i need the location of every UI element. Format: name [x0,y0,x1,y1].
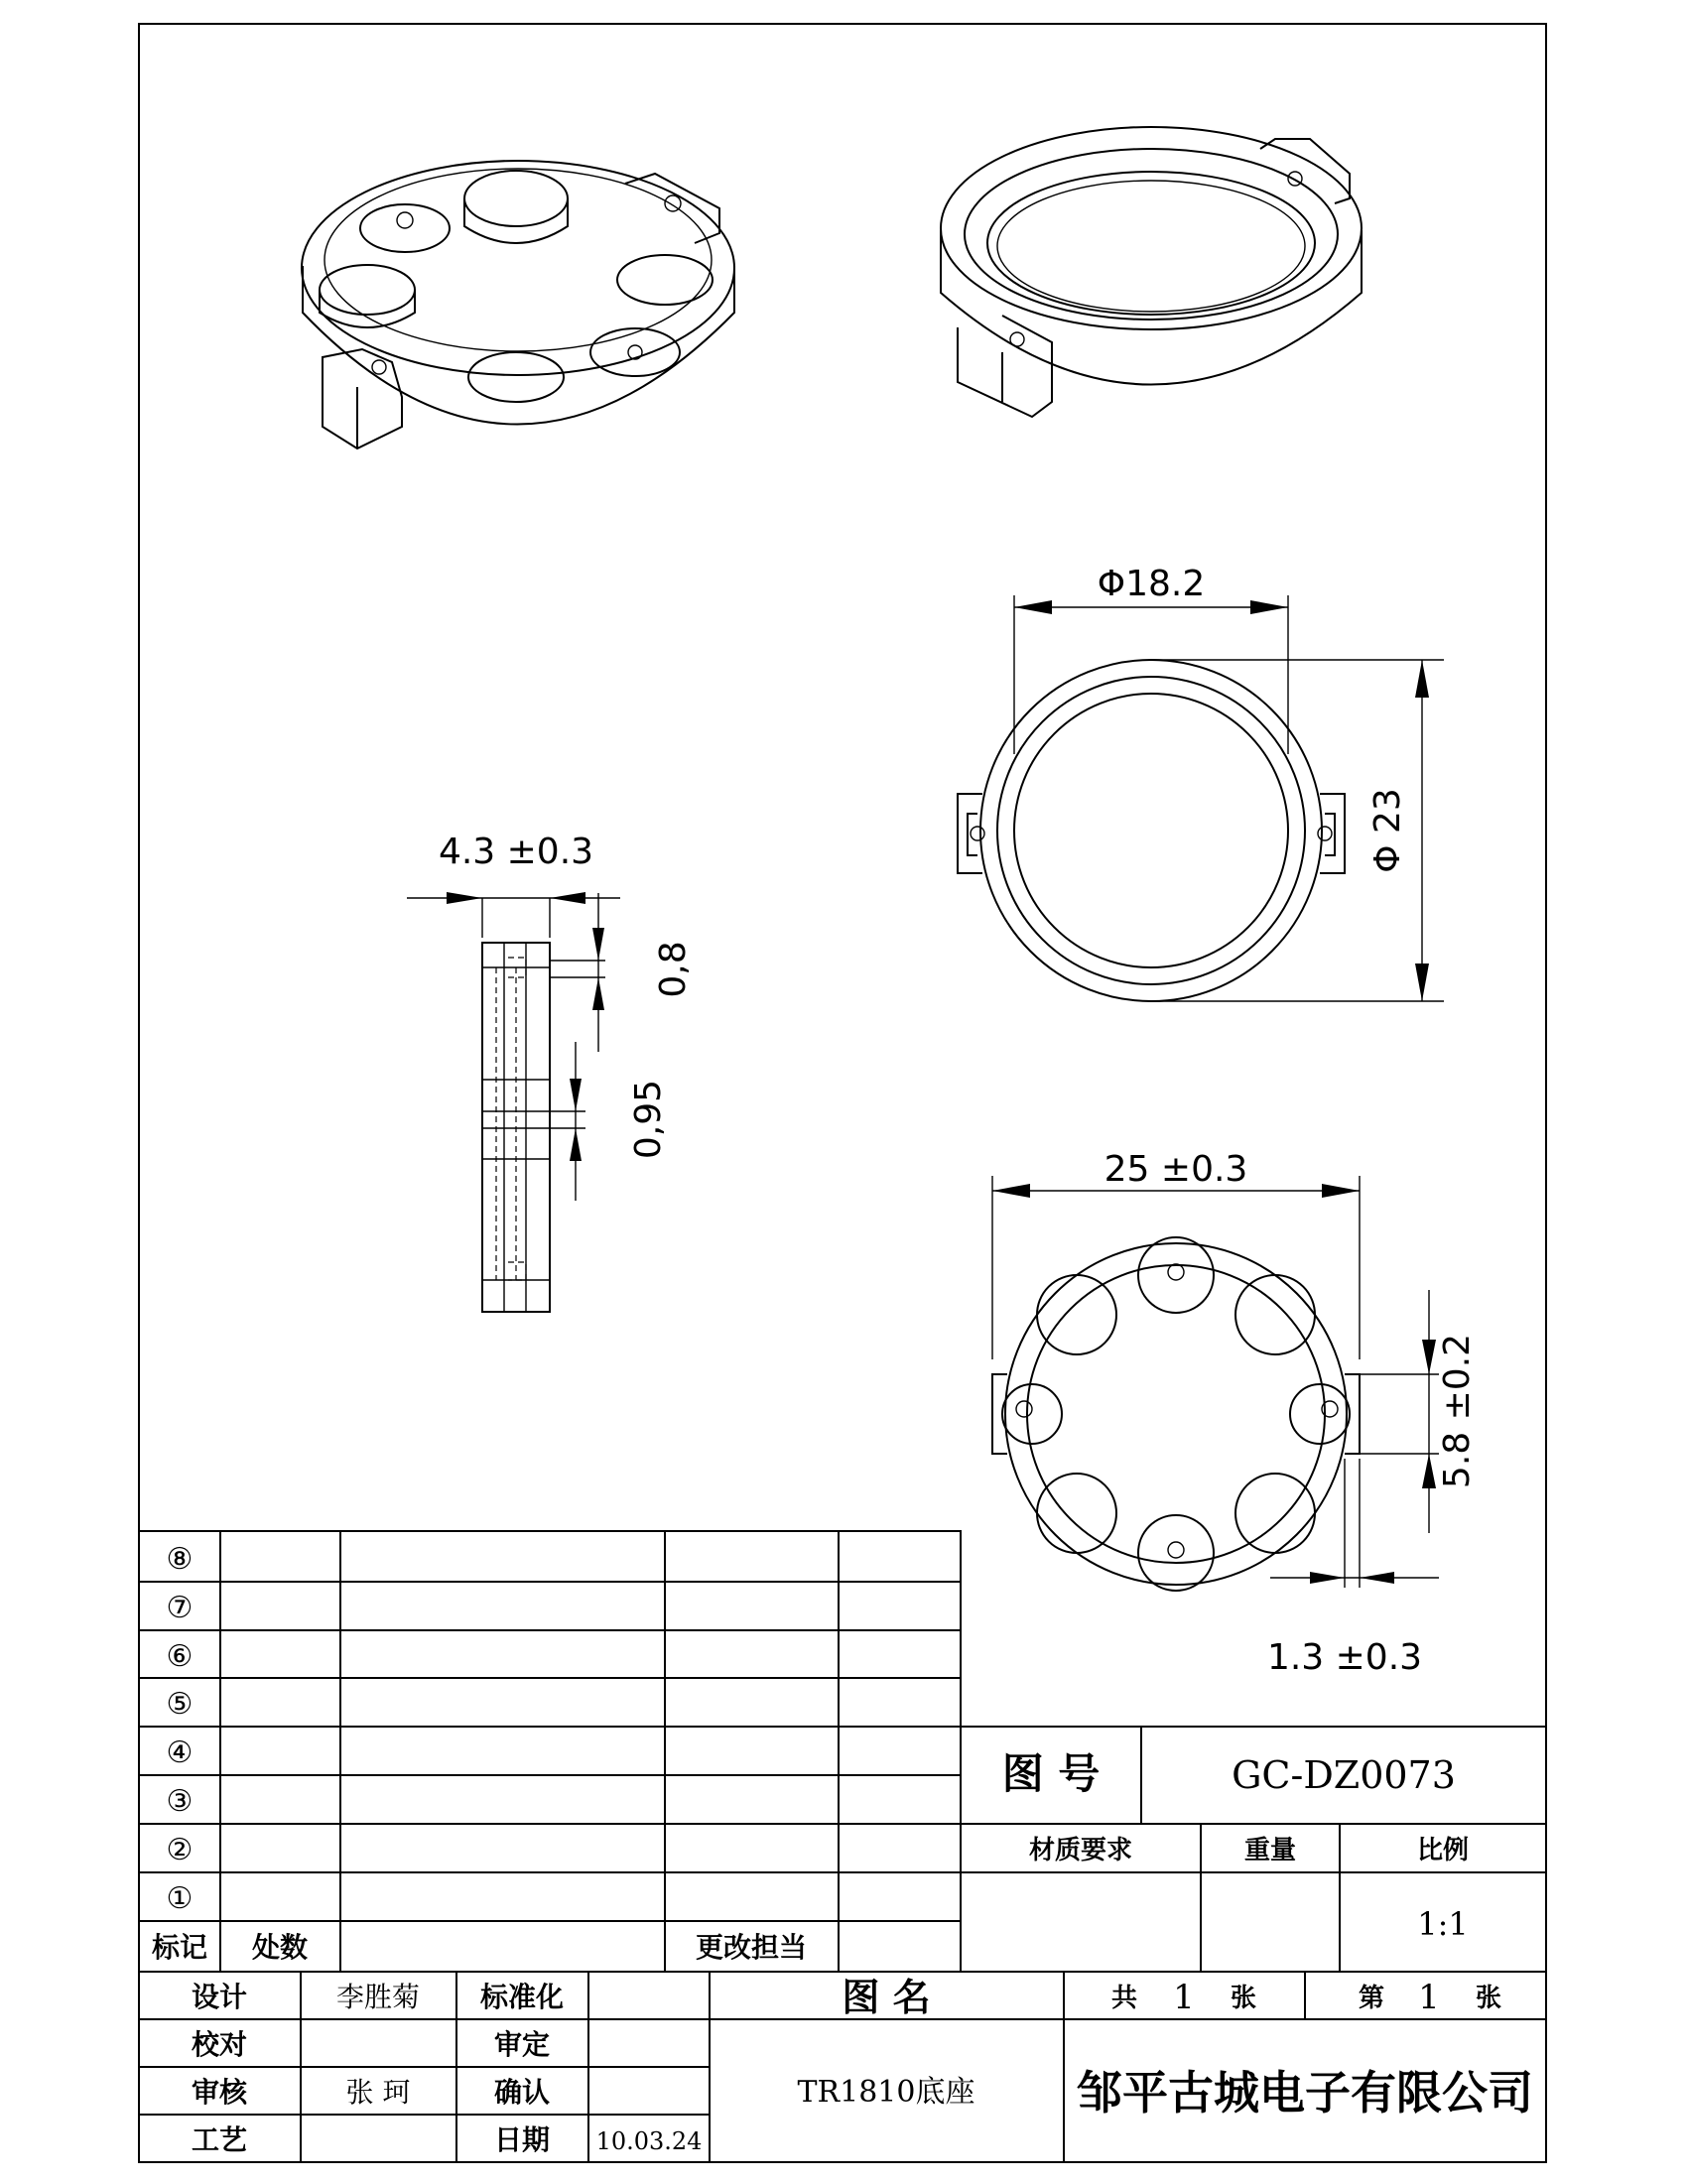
review-label: 审核 [191,2076,248,2109]
dim-inner-diameter: Φ18.2 [1097,564,1206,604]
side-section-view [407,892,620,1312]
iso-view-bottom [302,161,734,449]
material-label: 材质要求 [1028,1836,1133,1865]
dim-tab-width: 5.8 ±0.2 [1437,1333,1478,1489]
revision-row-6: ⑥ [166,1639,194,1674]
drawing-no-label: 图 号 [1001,1749,1101,1798]
drawing-no-value: GC-DZ0073 [1232,1753,1456,1797]
reviewer-name: 张 珂 [345,2076,411,2109]
revision-mark-header: 标记 [151,1931,208,1964]
sheet-value: 1 [1418,1978,1440,2017]
sheet-frame [139,24,1546,2162]
revision-row-8: ⑧ [166,1542,194,1577]
standard-label: 标准化 [479,1981,565,2013]
designer-name: 李胜菊 [335,1981,421,2013]
revision-table [139,1531,961,1972]
revision-row-4: ④ [166,1735,194,1770]
revision-count-header: 处数 [251,1931,309,1964]
total-value: 1 [1173,1978,1195,2017]
dim-overall-width: 25 ±0.3 [1104,1149,1248,1190]
total-label: 共 [1110,1984,1138,2013]
revision-row-1: ① [166,1881,194,1916]
dim-step-depth: 0,8 [653,941,694,998]
sheet-unit: 张 [1475,1984,1502,2013]
dim-thickness: 4.3 ±0.3 [438,832,594,872]
check-label: 校对 [191,2028,248,2061]
iso-view-top [941,127,1362,417]
scale-value: 1:1 [1417,1905,1469,1943]
total-unit: 张 [1230,1984,1257,2013]
confirm-label: 确认 [493,2076,551,2109]
plan-view-bottom [992,1176,1439,1591]
company-name: 邹平古城电子有限公司 [1077,2066,1533,2120]
approve-label: 审定 [493,2028,551,2061]
drawing-name-label: 图 名 [842,1975,931,2019]
date-value: 10.03.24 [595,2127,703,2155]
revision-row-5: ⑤ [166,1687,194,1722]
scale-label: 比例 [1416,1836,1470,1865]
dim-slot-depth: 0,95 [628,1079,669,1160]
date-label: 日期 [493,2123,551,2156]
revision-row-7: ⑦ [166,1591,194,1625]
sheet-label: 第 [1358,1984,1385,2013]
revision-row-3: ③ [166,1784,194,1819]
revision-owner-header: 更改担当 [695,1931,808,1964]
drawing-name-value: TR1810底座 [797,2075,975,2110]
weight-label: 重量 [1243,1836,1297,1865]
dim-outer-diameter: Φ 23 [1367,788,1408,873]
revision-row-2: ② [166,1833,194,1867]
dim-tab-height: 1.3 ±0.3 [1266,1637,1423,1678]
design-label: 设计 [191,1981,248,2013]
process-label: 工艺 [191,2123,248,2156]
